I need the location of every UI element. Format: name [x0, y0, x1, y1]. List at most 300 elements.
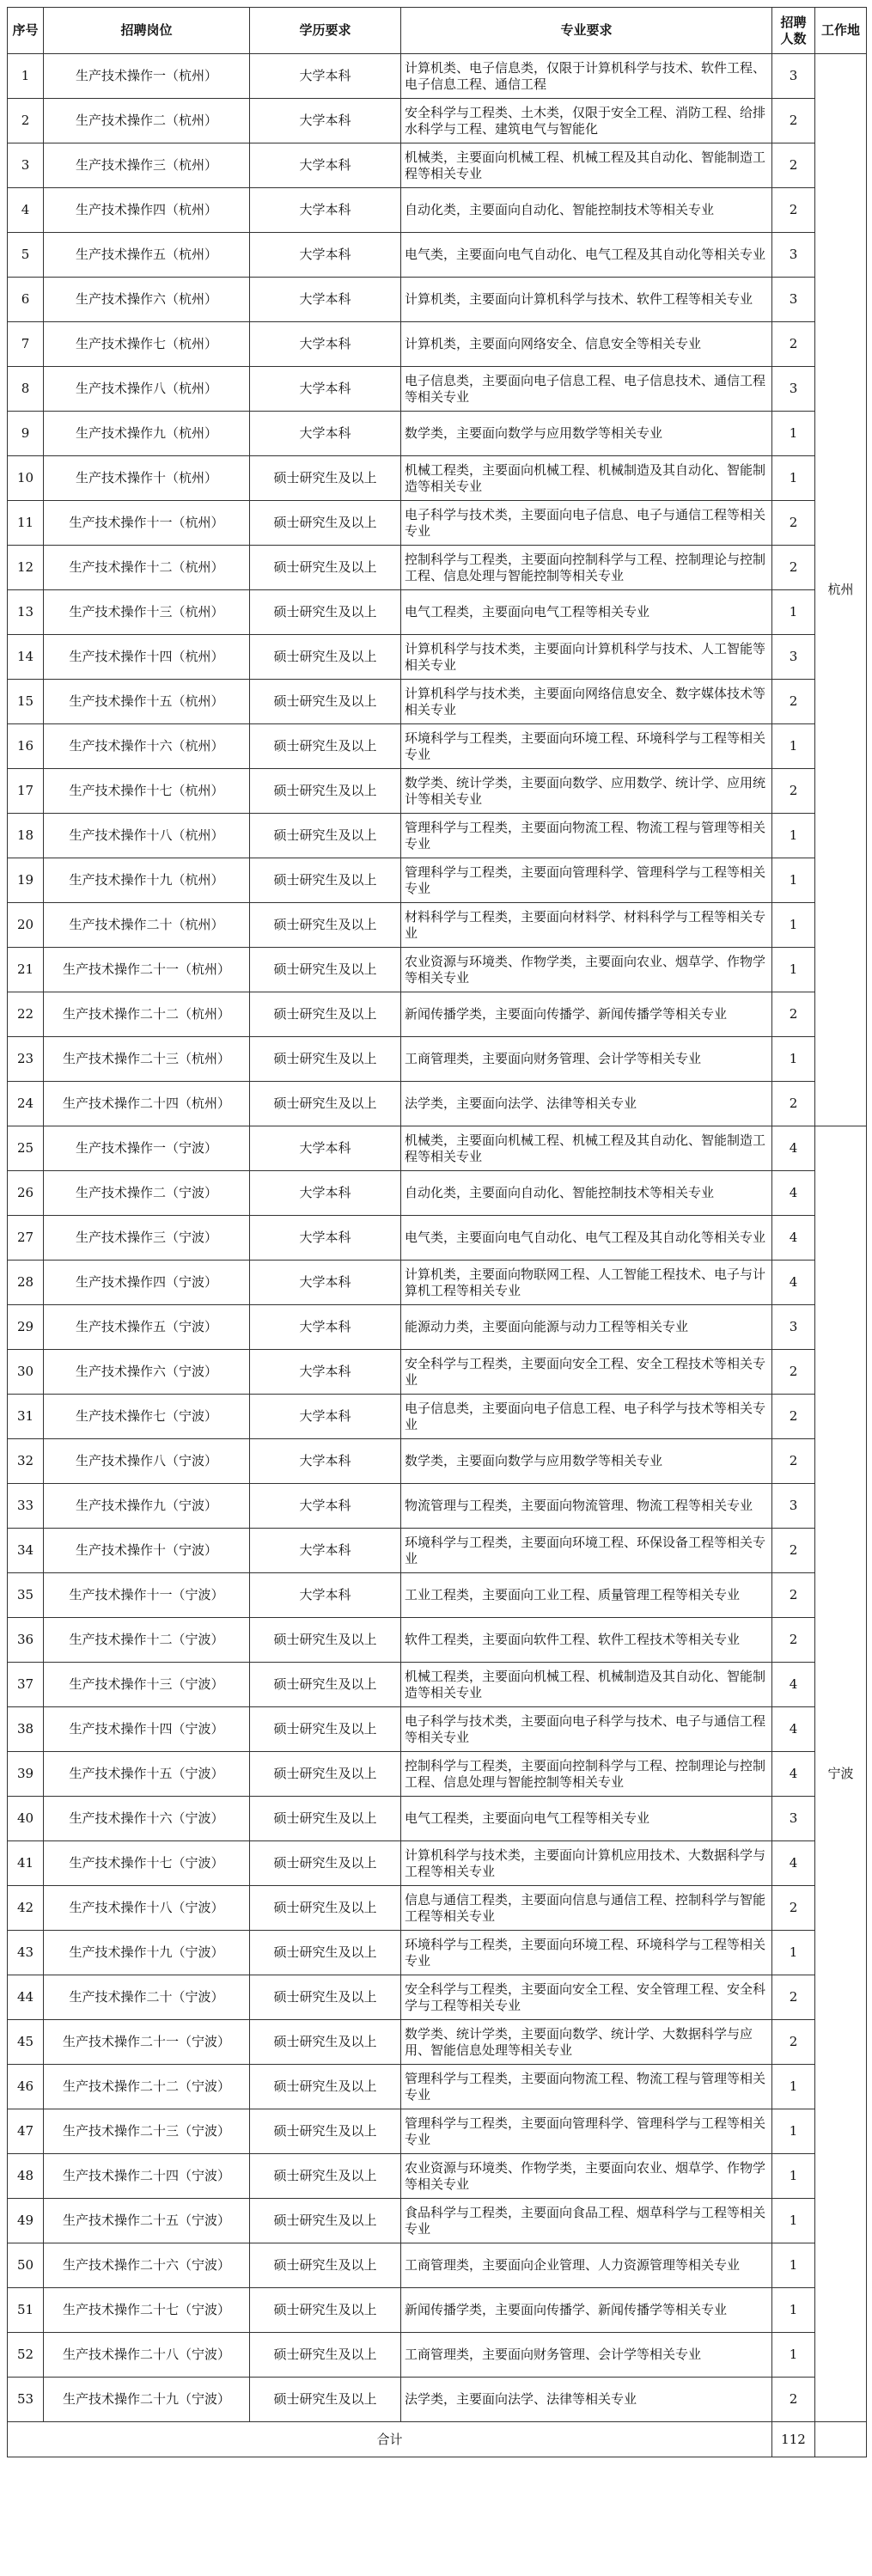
row-count: 2 — [772, 1573, 815, 1618]
row-edu: 硕士研究生及以上 — [250, 1931, 401, 1975]
row-post: 生产技术操作十四（杭州） — [44, 635, 250, 680]
row-no: 3 — [8, 143, 44, 188]
row-count: 2 — [772, 1082, 815, 1126]
row-post: 生产技术操作八（宁波） — [44, 1439, 250, 1484]
row-edu: 硕士研究生及以上 — [250, 1707, 401, 1752]
table-row — [8, 456, 867, 501]
row-count: 2 — [772, 769, 815, 814]
row-no: 1 — [8, 54, 44, 99]
row-edu: 硕士研究生及以上 — [250, 590, 401, 635]
row-edu: 大学本科 — [250, 1350, 401, 1395]
row-major: 法学类，主要面向法学、法律等相关专业 — [401, 1082, 772, 1126]
row-no: 45 — [8, 2020, 44, 2065]
row-post: 生产技术操作十三（杭州） — [44, 590, 250, 635]
row-post: 生产技术操作十九（杭州） — [44, 858, 250, 903]
row-edu: 硕士研究生及以上 — [250, 724, 401, 769]
row-edu: 大学本科 — [250, 54, 401, 99]
row-count: 2 — [772, 1618, 815, 1663]
row-post: 生产技术操作二十一（杭州） — [44, 948, 250, 992]
row-major: 自动化类，主要面向自动化、智能控制技术等相关专业 — [401, 1171, 772, 1216]
row-edu: 硕士研究生及以上 — [250, 2154, 401, 2199]
row-edu: 大学本科 — [250, 1126, 401, 1171]
row-major: 新闻传播学类，主要面向传播学、新闻传播学等相关专业 — [401, 992, 772, 1037]
row-major: 管理科学与工程类，主要面向管理科学、管理科学与工程等相关专业 — [401, 2109, 772, 2154]
header-major: 专业要求 — [401, 8, 772, 54]
row-count: 1 — [772, 2243, 815, 2288]
row-count: 2 — [772, 2020, 815, 2065]
row-major: 计算机科学与技术类，主要面向网络信息安全、数字媒体技术等相关专业 — [401, 680, 772, 724]
row-count: 4 — [772, 1663, 815, 1707]
row-no: 47 — [8, 2109, 44, 2154]
row-major: 工业工程类，主要面向工业工程、质量管理工程等相关专业 — [401, 1573, 772, 1618]
row-edu: 硕士研究生及以上 — [250, 2020, 401, 2065]
row-count: 3 — [772, 233, 815, 278]
row-count: 3 — [772, 278, 815, 322]
row-count: 1 — [772, 2109, 815, 2154]
row-edu: 硕士研究生及以上 — [250, 2065, 401, 2109]
header-no: 序号 — [8, 8, 44, 54]
row-count: 2 — [772, 680, 815, 724]
row-no: 42 — [8, 1886, 44, 1931]
table-row — [8, 2154, 867, 2199]
table-row — [8, 1350, 867, 1395]
row-post: 生产技术操作十二（宁波） — [44, 1618, 250, 1663]
row-post: 生产技术操作十六（宁波） — [44, 1797, 250, 1841]
row-major: 管理科学与工程类，主要面向管理科学、管理科学与工程等相关专业 — [401, 858, 772, 903]
row-count: 2 — [772, 992, 815, 1037]
row-post: 生产技术操作十六（杭州） — [44, 724, 250, 769]
row-edu: 大学本科 — [250, 143, 401, 188]
row-post: 生产技术操作九（杭州） — [44, 412, 250, 456]
row-count: 1 — [772, 456, 815, 501]
row-no: 48 — [8, 2154, 44, 2199]
row-no: 14 — [8, 635, 44, 680]
table-row — [8, 1439, 867, 1484]
row-edu: 硕士研究生及以上 — [250, 1752, 401, 1797]
row-no: 46 — [8, 2065, 44, 2109]
row-major: 食品科学与工程类，主要面向食品工程、烟草科学与工程等相关专业 — [401, 2199, 772, 2243]
header-place: 工作地 — [815, 8, 867, 54]
table-row — [8, 680, 867, 724]
table-row — [8, 143, 867, 188]
row-count: 3 — [772, 54, 815, 99]
row-edu: 硕士研究生及以上 — [250, 903, 401, 948]
place-hangzhou: 杭州 — [815, 54, 867, 1126]
row-edu: 硕士研究生及以上 — [250, 1975, 401, 2020]
row-post: 生产技术操作二十（杭州） — [44, 903, 250, 948]
row-edu: 硕士研究生及以上 — [250, 992, 401, 1037]
row-edu: 大学本科 — [250, 233, 401, 278]
table-row — [8, 2243, 867, 2288]
row-edu: 大学本科 — [250, 1439, 401, 1484]
row-post: 生产技术操作四（宁波） — [44, 1261, 250, 1305]
row-post: 生产技术操作十（宁波） — [44, 1529, 250, 1573]
row-edu: 硕士研究生及以上 — [250, 546, 401, 590]
table-row — [8, 233, 867, 278]
row-post: 生产技术操作一（宁波） — [44, 1126, 250, 1171]
row-edu: 硕士研究生及以上 — [250, 2109, 401, 2154]
row-edu: 大学本科 — [250, 1573, 401, 1618]
row-no: 22 — [8, 992, 44, 1037]
row-no: 38 — [8, 1707, 44, 1752]
row-major: 环境科学与工程类，主要面向环境工程、环保设备工程等相关专业 — [401, 1529, 772, 1573]
row-major: 机械类，主要面向机械工程、机械工程及其自动化、智能制造工程等相关专业 — [401, 1126, 772, 1171]
row-edu: 硕士研究生及以上 — [250, 2378, 401, 2422]
row-post: 生产技术操作二十四（杭州） — [44, 1082, 250, 1126]
row-major: 电气工程类，主要面向电气工程等相关专业 — [401, 1797, 772, 1841]
row-post: 生产技术操作九（宁波） — [44, 1484, 250, 1529]
table-row — [8, 2020, 867, 2065]
row-post: 生产技术操作二十七（宁波） — [44, 2288, 250, 2333]
table-row — [8, 1573, 867, 1618]
row-edu: 大学本科 — [250, 322, 401, 367]
table-row — [8, 1618, 867, 1663]
table-row — [8, 590, 867, 635]
row-edu: 大学本科 — [250, 1395, 401, 1439]
row-major: 材料科学与工程类，主要面向材料学、材料科学与工程等相关专业 — [401, 903, 772, 948]
recruitment-table — [7, 7, 867, 2457]
table-row — [8, 2199, 867, 2243]
row-no: 29 — [8, 1305, 44, 1350]
table-row — [8, 1663, 867, 1707]
table-row — [8, 2333, 867, 2378]
row-post: 生产技术操作八（杭州） — [44, 367, 250, 412]
table-row — [8, 1841, 867, 1886]
row-edu: 大学本科 — [250, 1171, 401, 1216]
row-edu: 大学本科 — [250, 412, 401, 456]
row-no: 24 — [8, 1082, 44, 1126]
row-major: 信息与通信工程类，主要面向信息与通信工程、控制科学与智能工程等相关专业 — [401, 1886, 772, 1931]
row-edu: 大学本科 — [250, 1305, 401, 1350]
row-post: 生产技术操作十五（杭州） — [44, 680, 250, 724]
row-major: 电气类，主要面向电气自动化、电气工程及其自动化等相关专业 — [401, 1216, 772, 1261]
row-post: 生产技术操作十（杭州） — [44, 456, 250, 501]
row-no: 35 — [8, 1573, 44, 1618]
row-major: 计算机类，主要面向计算机科学与技术、软件工程等相关专业 — [401, 278, 772, 322]
row-major: 控制科学与工程类，主要面向控制科学与工程、控制理论与控制工程、信息处理与智能控制等相关专业 — [401, 1752, 772, 1797]
row-no: 33 — [8, 1484, 44, 1529]
row-no: 17 — [8, 769, 44, 814]
row-no: 25 — [8, 1126, 44, 1171]
table-row — [8, 903, 867, 948]
row-no: 32 — [8, 1439, 44, 1484]
row-post: 生产技术操作五（杭州） — [44, 233, 250, 278]
row-edu: 硕士研究生及以上 — [250, 769, 401, 814]
row-no: 53 — [8, 2378, 44, 2422]
row-edu: 硕士研究生及以上 — [250, 2243, 401, 2288]
table-body — [8, 54, 867, 2457]
row-post: 生产技术操作十二（杭州） — [44, 546, 250, 590]
table-row — [8, 1797, 867, 1841]
row-count: 3 — [772, 1484, 815, 1529]
row-count: 1 — [772, 2288, 815, 2333]
row-no: 28 — [8, 1261, 44, 1305]
table-row — [8, 1082, 867, 1126]
row-no: 19 — [8, 858, 44, 903]
row-edu: 硕士研究生及以上 — [250, 858, 401, 903]
row-no: 27 — [8, 1216, 44, 1261]
row-count: 2 — [772, 1350, 815, 1395]
row-major: 数学类、统计学类，主要面向数学、应用数学、统计学、应用统计等相关专业 — [401, 769, 772, 814]
row-no: 5 — [8, 233, 44, 278]
table-row — [8, 1305, 867, 1350]
table-row — [8, 1484, 867, 1529]
row-major: 机械工程类，主要面向机械工程、机械制造及其自动化、智能制造等相关专业 — [401, 456, 772, 501]
row-count: 3 — [772, 635, 815, 680]
header-row — [8, 8, 867, 54]
row-no: 50 — [8, 2243, 44, 2288]
row-major: 电子科学与技术类，主要面向电子科学与技术、电子与通信工程等相关专业 — [401, 1707, 772, 1752]
row-no: 21 — [8, 948, 44, 992]
row-count: 4 — [772, 1216, 815, 1261]
row-count: 1 — [772, 2333, 815, 2378]
row-edu: 硕士研究生及以上 — [250, 1886, 401, 1931]
row-edu: 硕士研究生及以上 — [250, 635, 401, 680]
row-post: 生产技术操作十四（宁波） — [44, 1707, 250, 1752]
row-count: 2 — [772, 501, 815, 546]
table-row — [8, 635, 867, 680]
row-major: 安全科学与工程类，主要面向安全工程、安全管理工程、安全科学与工程等相关专业 — [401, 1975, 772, 2020]
row-count: 4 — [772, 1126, 815, 1171]
row-post: 生产技术操作七（宁波） — [44, 1395, 250, 1439]
row-major: 数学类、统计学类，主要面向数学、统计学、大数据科学与应用、智能信息处理等相关专业 — [401, 2020, 772, 2065]
row-count: 1 — [772, 948, 815, 992]
row-no: 49 — [8, 2199, 44, 2243]
row-count: 2 — [772, 143, 815, 188]
table-row — [8, 1529, 867, 1573]
row-count: 2 — [772, 546, 815, 590]
table-row — [8, 814, 867, 858]
row-post: 生产技术操作十七（宁波） — [44, 1841, 250, 1886]
table-row — [8, 54, 867, 99]
table-row — [8, 948, 867, 992]
row-count: 1 — [772, 724, 815, 769]
row-post: 生产技术操作二十（宁波） — [44, 1975, 250, 2020]
row-major: 控制科学与工程类，主要面向控制科学与工程、控制理论与控制工程、信息处理与智能控制等相关专业 — [401, 546, 772, 590]
row-major: 环境科学与工程类，主要面向环境工程、环境科学与工程等相关专业 — [401, 724, 772, 769]
row-post: 生产技术操作七（杭州） — [44, 322, 250, 367]
row-post: 生产技术操作二十二（杭州） — [44, 992, 250, 1037]
table-row — [8, 1037, 867, 1082]
row-major: 安全科学与工程类、土木类，仅限于安全工程、消防工程、给排水科学与工程、建筑电气与智能化 — [401, 99, 772, 143]
row-post: 生产技术操作十七（杭州） — [44, 769, 250, 814]
row-count: 3 — [772, 1305, 815, 1350]
row-post: 生产技术操作二（杭州） — [44, 99, 250, 143]
row-count: 1 — [772, 858, 815, 903]
table-row — [8, 1707, 867, 1752]
table-row — [8, 2288, 867, 2333]
row-no: 10 — [8, 456, 44, 501]
row-post: 生产技术操作二十九（宁波） — [44, 2378, 250, 2422]
row-post: 生产技术操作十九（宁波） — [44, 1931, 250, 1975]
header-post: 招聘岗位 — [44, 8, 250, 54]
row-major: 电子科学与技术类，主要面向电子信息、电子与通信工程等相关专业 — [401, 501, 772, 546]
row-major: 安全科学与工程类，主要面向安全工程、安全工程技术等相关专业 — [401, 1350, 772, 1395]
row-major: 能源动力类，主要面向能源与动力工程等相关专业 — [401, 1305, 772, 1350]
row-post: 生产技术操作二十三（杭州） — [44, 1037, 250, 1082]
row-no: 43 — [8, 1931, 44, 1975]
row-no: 40 — [8, 1797, 44, 1841]
row-major: 机械类，主要面向机械工程、机械工程及其自动化、智能制造工程等相关专业 — [401, 143, 772, 188]
table-row — [8, 322, 867, 367]
row-count: 1 — [772, 814, 815, 858]
row-count: 1 — [772, 412, 815, 456]
row-major: 计算机科学与技术类，主要面向计算机应用技术、大数据科学与工程等相关专业 — [401, 1841, 772, 1886]
table-row — [8, 2109, 867, 2154]
row-post: 生产技术操作二十四（宁波） — [44, 2154, 250, 2199]
row-edu: 硕士研究生及以上 — [250, 501, 401, 546]
row-edu: 硕士研究生及以上 — [250, 1797, 401, 1841]
row-post: 生产技术操作三（宁波） — [44, 1216, 250, 1261]
table-row — [8, 99, 867, 143]
table-row — [8, 858, 867, 903]
row-major: 计算机类、电子信息类，仅限于计算机科学与技术、软件工程、电子信息工程、通信工程 — [401, 54, 772, 99]
row-count: 4 — [772, 1261, 815, 1305]
row-count: 3 — [772, 367, 815, 412]
row-major: 数学类，主要面向数学与应用数学等相关专业 — [401, 1439, 772, 1484]
table-row — [8, 1126, 867, 1171]
table-row — [8, 769, 867, 814]
total-place-empty — [815, 2422, 867, 2457]
row-post: 生产技术操作二（宁波） — [44, 1171, 250, 1216]
row-edu: 硕士研究生及以上 — [250, 948, 401, 992]
row-no: 30 — [8, 1350, 44, 1395]
row-count: 1 — [772, 1037, 815, 1082]
row-no: 4 — [8, 188, 44, 233]
row-no: 34 — [8, 1529, 44, 1573]
row-count: 2 — [772, 1886, 815, 1931]
row-edu: 硕士研究生及以上 — [250, 680, 401, 724]
row-no: 2 — [8, 99, 44, 143]
row-count: 1 — [772, 2199, 815, 2243]
row-no: 9 — [8, 412, 44, 456]
row-no: 23 — [8, 1037, 44, 1082]
row-count: 1 — [772, 2065, 815, 2109]
row-edu: 硕士研究生及以上 — [250, 1663, 401, 1707]
row-edu: 硕士研究生及以上 — [250, 1037, 401, 1082]
row-post: 生产技术操作六（宁波） — [44, 1350, 250, 1395]
row-major: 自动化类，主要面向自动化、智能控制技术等相关专业 — [401, 188, 772, 233]
table-row — [8, 2065, 867, 2109]
table-row — [8, 412, 867, 456]
row-count: 2 — [772, 1439, 815, 1484]
row-post: 生产技术操作二十三（宁波） — [44, 2109, 250, 2154]
total-row — [8, 2422, 867, 2457]
row-edu: 硕士研究生及以上 — [250, 1841, 401, 1886]
row-count: 1 — [772, 2154, 815, 2199]
row-no: 13 — [8, 590, 44, 635]
row-major: 电子信息类，主要面向电子信息工程、电子科学与技术等相关专业 — [401, 1395, 772, 1439]
row-edu: 大学本科 — [250, 1216, 401, 1261]
table-row — [8, 278, 867, 322]
table-row — [8, 724, 867, 769]
row-edu: 大学本科 — [250, 1261, 401, 1305]
row-count: 1 — [772, 590, 815, 635]
row-edu: 硕士研究生及以上 — [250, 2288, 401, 2333]
row-edu: 大学本科 — [250, 278, 401, 322]
row-major: 物流管理与工程类，主要面向物流管理、物流工程等相关专业 — [401, 1484, 772, 1529]
row-major: 环境科学与工程类，主要面向环境工程、环境科学与工程等相关专业 — [401, 1931, 772, 1975]
row-no: 52 — [8, 2333, 44, 2378]
row-major: 电子信息类，主要面向电子信息工程、电子信息技术、通信工程等相关专业 — [401, 367, 772, 412]
row-count: 1 — [772, 1931, 815, 1975]
row-no: 37 — [8, 1663, 44, 1707]
row-count: 4 — [772, 1841, 815, 1886]
row-no: 16 — [8, 724, 44, 769]
row-count: 3 — [772, 1797, 815, 1841]
row-post: 生产技术操作十一（宁波） — [44, 1573, 250, 1618]
row-count: 2 — [772, 99, 815, 143]
row-no: 39 — [8, 1752, 44, 1797]
row-major: 计算机科学与技术类，主要面向计算机科学与技术、人工智能等相关专业 — [401, 635, 772, 680]
table-row — [8, 1216, 867, 1261]
table-row — [8, 992, 867, 1037]
place-ningbo: 宁波 — [815, 1126, 867, 2422]
row-no: 11 — [8, 501, 44, 546]
row-no: 51 — [8, 2288, 44, 2333]
row-post: 生产技术操作三（杭州） — [44, 143, 250, 188]
row-count: 1 — [772, 903, 815, 948]
table-row — [8, 1171, 867, 1216]
row-count: 2 — [772, 1529, 815, 1573]
row-no: 15 — [8, 680, 44, 724]
row-major: 计算机类，主要面向物联网工程、人工智能工程技术、电子与计算机工程等相关专业 — [401, 1261, 772, 1305]
row-major: 电气类，主要面向电气自动化、电气工程及其自动化等相关专业 — [401, 233, 772, 278]
table-row — [8, 188, 867, 233]
row-major: 管理科学与工程类，主要面向物流工程、物流工程与管理等相关专业 — [401, 2065, 772, 2109]
row-post: 生产技术操作二十一（宁波） — [44, 2020, 250, 2065]
row-major: 农业资源与环境类、作物学类，主要面向农业、烟草学、作物学等相关专业 — [401, 2154, 772, 2199]
row-major: 新闻传播学类，主要面向传播学、新闻传播学等相关专业 — [401, 2288, 772, 2333]
row-edu: 硕士研究生及以上 — [250, 2199, 401, 2243]
table-row — [8, 546, 867, 590]
row-post: 生产技术操作十八（宁波） — [44, 1886, 250, 1931]
row-no: 12 — [8, 546, 44, 590]
header-count: 招聘人数 — [772, 8, 815, 54]
total-label: 合计 — [8, 2422, 772, 2457]
table-row — [8, 1886, 867, 1931]
row-edu: 大学本科 — [250, 1529, 401, 1573]
row-major: 数学类，主要面向数学与应用数学等相关专业 — [401, 412, 772, 456]
row-post: 生产技术操作二十五（宁波） — [44, 2199, 250, 2243]
row-post: 生产技术操作二十八（宁波） — [44, 2333, 250, 2378]
row-edu: 硕士研究生及以上 — [250, 814, 401, 858]
row-no: 7 — [8, 322, 44, 367]
row-post: 生产技术操作十三（宁波） — [44, 1663, 250, 1707]
row-count: 4 — [772, 1171, 815, 1216]
table-row — [8, 1975, 867, 2020]
row-major: 机械工程类，主要面向机械工程、机械制造及其自动化、智能制造等相关专业 — [401, 1663, 772, 1707]
total-value: 112 — [772, 2422, 815, 2457]
table-row — [8, 1261, 867, 1305]
table-row — [8, 1395, 867, 1439]
row-edu: 大学本科 — [250, 367, 401, 412]
row-post: 生产技术操作十五（宁波） — [44, 1752, 250, 1797]
row-major: 工商管理类，主要面向企业管理、人力资源管理等相关专业 — [401, 2243, 772, 2288]
row-post: 生产技术操作十八（杭州） — [44, 814, 250, 858]
row-no: 31 — [8, 1395, 44, 1439]
row-major: 农业资源与环境类、作物学类，主要面向农业、烟草学、作物学等相关专业 — [401, 948, 772, 992]
row-edu: 硕士研究生及以上 — [250, 456, 401, 501]
row-post: 生产技术操作二十二（宁波） — [44, 2065, 250, 2109]
header-edu: 学历要求 — [250, 8, 401, 54]
row-count: 2 — [772, 188, 815, 233]
row-count: 2 — [772, 322, 815, 367]
row-no: 41 — [8, 1841, 44, 1886]
row-edu: 硕士研究生及以上 — [250, 1082, 401, 1126]
row-edu: 大学本科 — [250, 188, 401, 233]
row-no: 36 — [8, 1618, 44, 1663]
